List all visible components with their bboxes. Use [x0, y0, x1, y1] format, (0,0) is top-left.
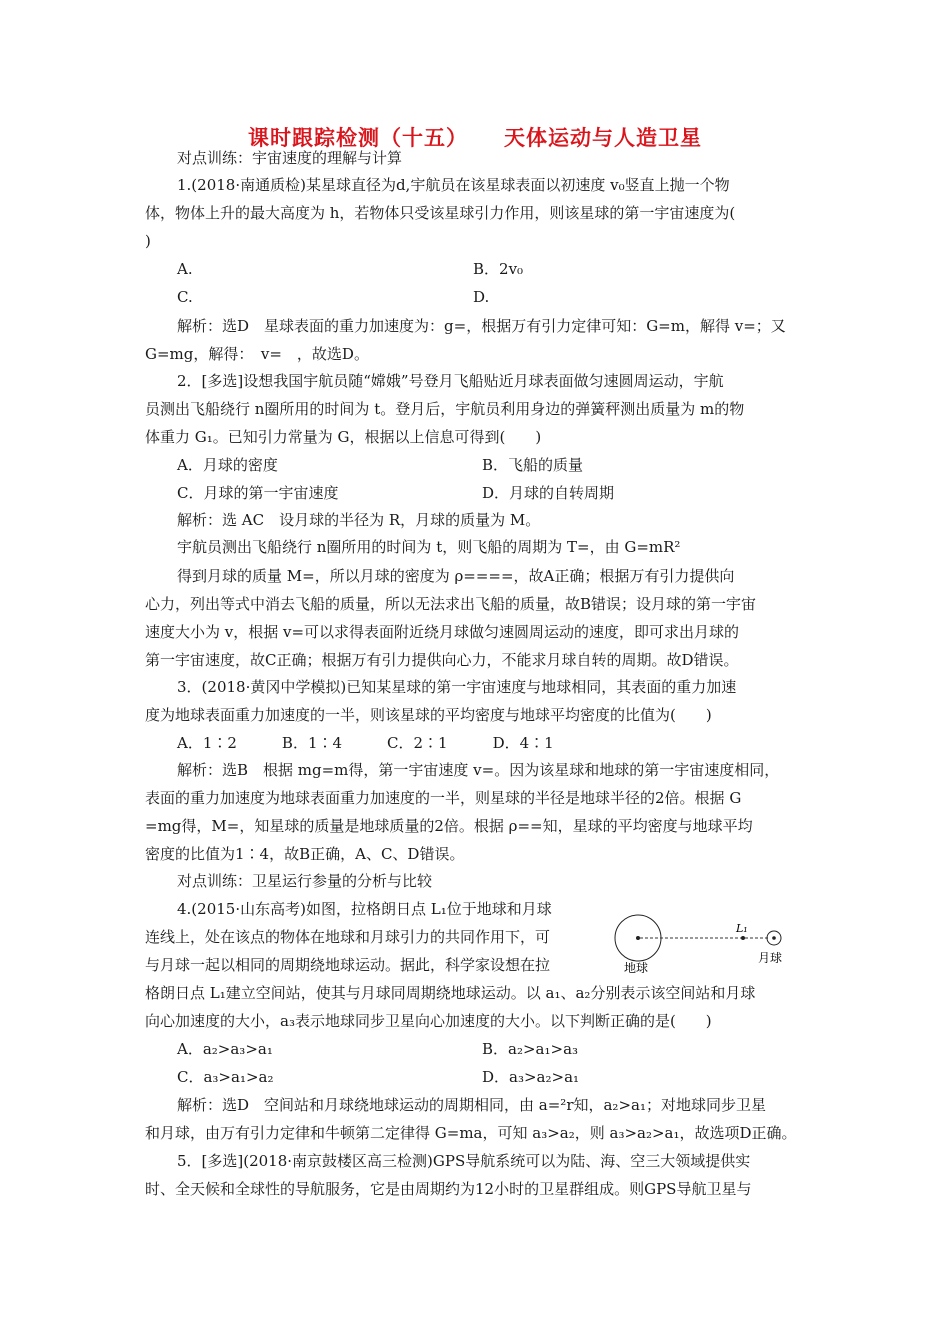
q2-option-a: A．月球的密度 [177, 456, 278, 474]
q4-option-a: A．a₂>a₃>a₁ [177, 1040, 273, 1058]
q5-text: 时、全天候和全球性的导航服务，它是由周期约为12小时的卫星群组成。则GPS导航卫星与 [145, 1180, 752, 1198]
q4-text: 向心加速度的大小，a₃表示地球同步卫星向心加速度的大小。以下判断正确的是( ) [145, 1012, 712, 1030]
q2-answer: 得到月球的质量 M=，所以月球的密度为 ρ====，故A正确；根据万有引力提供向 [177, 567, 735, 585]
q4-answer: 解析：选D 空间站和月球绕地球运动的周期相同，由 a=²r知，a₂>a₁；对地球同步卫星 [177, 1096, 766, 1114]
q4-text: 格朗日点 L₁建立空间站，使其与月球同周期绕地球运动。以 a₁、a₂分别表示该空间站和月球 [145, 984, 756, 1002]
q1-text: ) [145, 232, 151, 250]
q4-answer: 和月球，由万有引力定律和牛顿第二定律得 G=ma，可知 a₃>a₂，则 a₃>a₂>a₁，故选项D正确。 [145, 1124, 797, 1142]
q4-text: 连线上，处在该点的物体在地球和月球引力的共同作用下，可 [145, 928, 551, 946]
title-main: 课时跟踪检测（十五） [248, 126, 468, 150]
moon-label: 月球 [758, 951, 783, 965]
q2-answer: 速度大小为 v，根据 v=可以求得表面附近绕月球做匀速圆周运动的速度，即可求出月球的 [145, 623, 740, 641]
section-heading: 对点训练：宇宙速度的理解与计算 [177, 149, 403, 167]
earth-center [636, 936, 640, 940]
q4-text: 4.(2015·山东高考)如图，拉格朗日点 L₁位于地球和月球 [177, 900, 552, 918]
q1-option-a: A. [177, 260, 193, 278]
q1-answer: 解析：选D 星球表面的重力加速度为：g=，根据万有引力定律可知：G=m，解得 v=；又 [177, 317, 786, 335]
q1-option-b: B．2v₀ [473, 260, 524, 278]
q1-option-d: D. [473, 288, 490, 306]
q2-option-b: B．飞船的质量 [482, 456, 584, 474]
q2-text: 员测出飞船绕行 n圈所用的时间为 t。登月后，宇航员利用身边的弹簧秤测出质量为 m的物 [145, 400, 745, 418]
q3-answer: 密度的比值为1∶4，故B正确，A、C、D错误。 [145, 845, 465, 863]
earth-label: 地球 [624, 961, 649, 975]
q4-option-c: C．a₃>a₁>a₂ [177, 1068, 274, 1086]
q1-text: 体，物体上升的最大高度为 h，若物体只受该星球引力作用，则该星球的第一宇宙速度为( [145, 204, 736, 222]
q3-answer: 解析：选B 根据 mg=m得，第一宇宙速度 v=。因为该星球和地球的第一宇宙速度相同， [177, 761, 780, 779]
q2-answer: 心力，列出等式中消去飞船的质量，所以无法求出飞船的质量，故B错误；设月球的第一宇宙 [145, 595, 757, 613]
q1-option-c: C. [177, 288, 193, 306]
page-title [0, 122, 950, 152]
q2-answer: 宇航员测出飞船绕行 n圈所用的时间为 t，则飞船的周期为 T=，由 G=mR² [177, 538, 681, 556]
lagrange-point [741, 936, 745, 940]
q2-answer: 第一宇宙速度，故C正确；根据万有引力提供向心力，不能求月球自转的周期。故D错误。 [145, 651, 739, 669]
l1-label: L₁ [736, 922, 748, 935]
q2-answer: 解析：选 AC 设月球的半径为 R，月球的质量为 M。 [177, 511, 541, 529]
q3-text: 度为地球表面重力加速度的一半，则该星球的平均密度与地球平均密度的比值为( ) [145, 706, 712, 724]
title-sub: 天体运动与人造卫星 [504, 126, 702, 150]
section-heading: 对点训练：卫星运行参量的分析与比较 [177, 872, 433, 890]
moon-center [772, 936, 776, 940]
q2-text: 体重力 G₁。已知引力常量为 G，根据以上信息可得到( ) [145, 428, 542, 446]
q2-option-c: C．月球的第一宇宙速度 [177, 484, 339, 502]
q3-options: A．1∶2 B．1∶4 C．2∶1 D．4∶1 [177, 734, 554, 752]
q5-text: 5．[多选](2018·南京鼓楼区高三检测)GPS导航系统可以为陆、海、空三大领域提供实 [177, 1152, 751, 1170]
earth-moon-diagram [610, 908, 800, 978]
q1-answer: G=mg，解得： v= ，故选D。 [145, 345, 369, 363]
q4-option-b: B．a₂>a₁>a₃ [482, 1040, 579, 1058]
q3-text: 3．(2018·黄冈中学模拟)已知某星球的第一宇宙速度与地球相同，其表面的重力加速 [177, 678, 737, 696]
q2-option-d: D．月球的自转周期 [482, 484, 615, 502]
q4-option-d: D．a₃>a₂>a₁ [482, 1068, 580, 1086]
q2-text: 2．[多选]设想我国宇航员随“嫦娥”号登月飞船贴近月球表面做匀速圆周运动，宇航 [177, 372, 724, 390]
q1-text: 1.(2018·南通质检)某星球直径为d,宇航员在该星球表面以初速度 v₀竖直上抛一个物 [177, 176, 730, 194]
q3-answer: 表面的重力加速度为地球表面重力加速度的一半，则星球的半径是地球半径的2倍。根据 G [145, 789, 742, 807]
q3-answer: =mg得，M=，知星球的质量是地球质量的2倍。根据 ρ==知，星球的平均密度与地球平均 [145, 817, 753, 835]
q4-text: 与月球一起以相同的周期绕地球运动。据此，科学家设想在拉 [145, 956, 551, 974]
